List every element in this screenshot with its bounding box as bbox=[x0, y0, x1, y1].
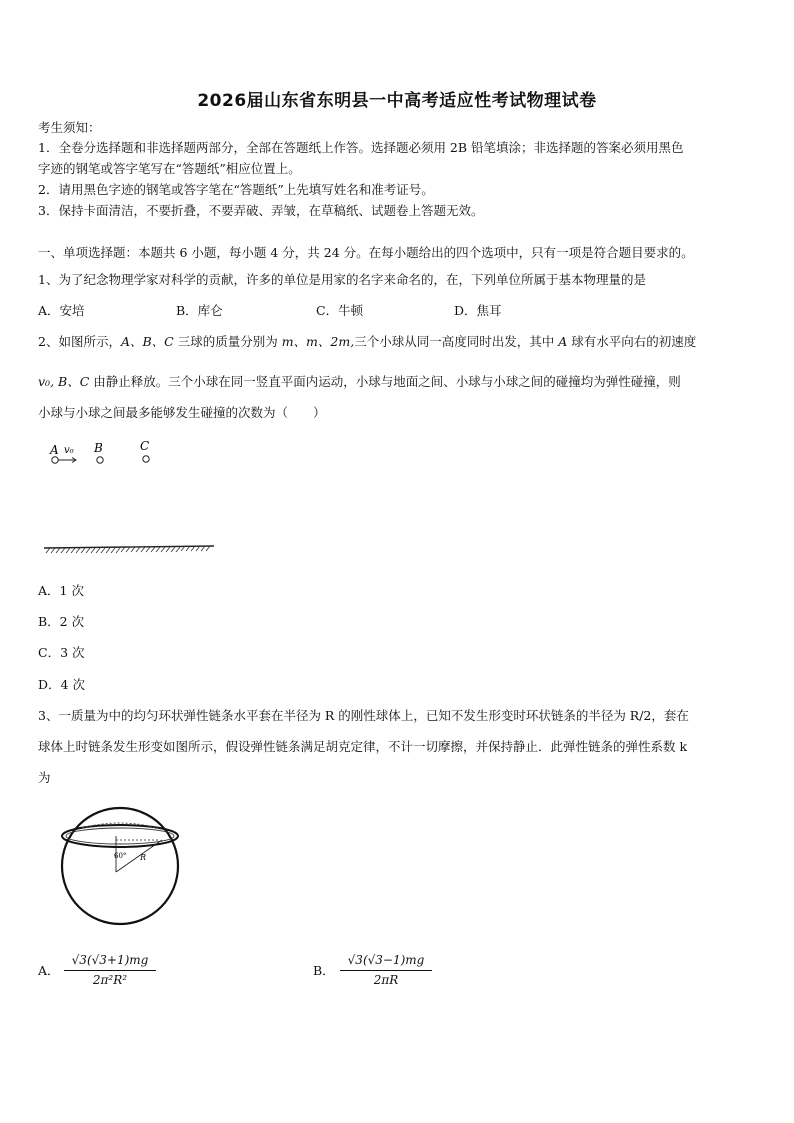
q2-balls: A、B、C bbox=[120, 334, 174, 349]
q3-option-b-label: B． bbox=[313, 963, 335, 978]
fraction-bar bbox=[64, 970, 156, 971]
q2-stem-text: 三个小球从同一高度同时出发，其中 bbox=[354, 334, 559, 349]
notice-item-1: 1．全卷分选择题和非选择题两部分，全部在答题纸上作答。选择题必须用 2B 铅笔填涂；非选择题的答案必须用黑色 bbox=[38, 140, 684, 155]
q2-stem-line3: 小球与小球之间最多能够发生碰撞的次数为（ ） bbox=[38, 405, 326, 420]
notice-heading: 考生须知： bbox=[38, 120, 101, 135]
q1-stem: 1、为了纪念物理学家对科学的贡献，许多的单位是用家的名字来命名的，在，下列单位所属于基本物理量的是 bbox=[38, 272, 646, 287]
q1-option-d: D．焦耳 bbox=[454, 303, 502, 318]
q2-balls-bc: B、C bbox=[54, 374, 90, 389]
q2-stem-text: 由静止释放。三个小球在同一竖直平面内运动，小球与地面之间、小球与小球之间的碰撞均为弹性碰撞，则 bbox=[89, 374, 681, 389]
q1-option-a: A．安培 bbox=[38, 303, 85, 318]
q1-option-c: C．牛顿 bbox=[316, 303, 364, 318]
q2-stem-line2 bbox=[38, 373, 681, 391]
q2-option-b: B．2 次 bbox=[38, 614, 85, 629]
q3-option-a-numerator: √3(√3+1)mg bbox=[71, 953, 149, 967]
q3-option-a-denominator: 2π²R² bbox=[92, 973, 128, 987]
notice-item-1-cont: 字迹的钢笔或答字笔写在“答题纸”相应位置上。 bbox=[38, 161, 301, 176]
q2-option-c: C．3 次 bbox=[38, 645, 85, 660]
notice-item-3: 3．保持卡面清洁，不要折叠，不要弄破、弄皱，在草稿纸、试题卷上答题无效。 bbox=[38, 203, 484, 218]
q2-stem-line1 bbox=[38, 333, 696, 351]
q1-option-b: B．库仑 bbox=[176, 303, 223, 318]
q2-figure-label-v0: v₀ bbox=[64, 445, 74, 456]
q2-stem-text: 2、如图所示， bbox=[38, 334, 121, 349]
q3-option-a-label: A． bbox=[38, 963, 60, 978]
q2-ball-a: A bbox=[558, 334, 568, 349]
q2-figure bbox=[38, 432, 218, 562]
q3-stem-line2: 球体上时链条发生形变如图所示，假设弹性链条满足胡克定律，不计一切摩擦，并保持静止．此弹性链条的弹性系数 k bbox=[38, 739, 688, 754]
ball-b bbox=[97, 457, 103, 463]
fraction-bar bbox=[340, 970, 432, 971]
q2-stem-text: 球有水平向右的初速度 bbox=[567, 334, 697, 349]
ball-c bbox=[143, 456, 149, 462]
q3-stem-line1: 3、一质量为中的均匀环状弹性链条水平套在半径为 R 的刚性球体上，已知不发生形变时环状链条的半径为 R/2，套在 bbox=[38, 708, 689, 723]
q2-v0: v₀, bbox=[38, 374, 55, 389]
q3-option-b-fraction bbox=[336, 952, 436, 989]
chain-ring-inner bbox=[66, 828, 174, 844]
q3-stem-line3: 为 bbox=[38, 770, 51, 785]
notice-item-2: 2．请用黑色字迹的钢笔或答字笔在“答题纸”上先填写姓名和准考证号。 bbox=[38, 182, 434, 197]
radius-label: R bbox=[140, 853, 147, 862]
q2-figure-label-c: C bbox=[140, 439, 150, 453]
section-heading: 一、单项选择题：本题共 6 小题，每小题 4 分，共 24 分。在每小题给出的四个选项中，只有一项是符合题目要求的。 bbox=[38, 245, 694, 260]
q2-option-a: A．1 次 bbox=[38, 583, 84, 598]
ball-a bbox=[52, 457, 58, 463]
q2-stem-text: 三球的质量分别为 bbox=[173, 334, 282, 349]
angle-label: 60° bbox=[114, 852, 127, 860]
page-title: 2026届山东省东明县一中高考适应性考试物理试卷 bbox=[197, 91, 597, 111]
q2-figure-label-a: A bbox=[50, 443, 59, 457]
q3-option-b-denominator: 2πR bbox=[373, 973, 399, 987]
q3-option-a-fraction bbox=[60, 952, 160, 989]
q3-figure bbox=[52, 796, 192, 928]
q2-masses: m、m、2m, bbox=[281, 334, 355, 349]
q2-option-d: D．4 次 bbox=[38, 677, 85, 692]
q3-option-b-numerator: √3(√3−1)mg bbox=[347, 953, 425, 967]
q2-figure-label-b: B bbox=[94, 441, 103, 455]
